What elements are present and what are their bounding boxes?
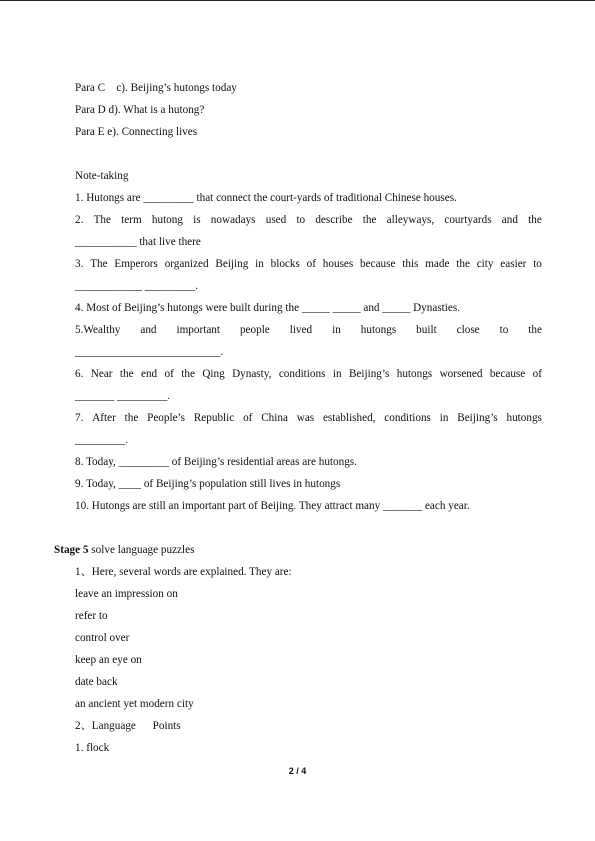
word: the xyxy=(181,368,195,380)
word: The xyxy=(90,258,108,270)
para-d-line: Para D d). What is a hutong? xyxy=(75,104,205,116)
word: 2. xyxy=(75,214,84,226)
phrase-item: an ancient yet modern city xyxy=(75,698,194,710)
word: 6. xyxy=(75,368,84,380)
language-point-1: 1. flock xyxy=(75,742,110,754)
word: blocks xyxy=(270,258,300,270)
word: Qing xyxy=(202,368,225,380)
stage-5-item-2: 2、Language Points xyxy=(75,720,181,732)
word: in xyxy=(332,368,342,380)
note-5-cont: __________________________. xyxy=(75,346,224,358)
word: the xyxy=(456,258,470,270)
note-2 xyxy=(75,213,542,227)
phrase-item: refer to xyxy=(75,610,108,622)
stage-5-item-1: 1、Here, several words are explained. They are: xyxy=(75,566,292,578)
word: is xyxy=(193,214,201,226)
note-10: 10. Hutongs are still an important part of Beijing. They attract many _______ each year. xyxy=(75,500,470,512)
word: the xyxy=(124,412,139,424)
word: lived xyxy=(289,324,313,336)
note-1: 1. Hutongs are _________ that connect the court-yards of traditional Chinese houses. xyxy=(75,192,457,204)
word: made xyxy=(425,258,450,270)
word: conditions xyxy=(278,368,326,380)
word: Dynasty, xyxy=(232,368,272,380)
word: was xyxy=(296,412,315,424)
word: hutong xyxy=(151,214,183,226)
word: hutongs xyxy=(360,324,397,336)
word: Republic xyxy=(193,412,235,424)
word: After xyxy=(92,412,116,424)
word: worsened xyxy=(439,368,483,380)
word: alleyways, xyxy=(386,214,435,226)
para-e-line: Para E e). Connecting lives xyxy=(75,126,198,138)
word: the xyxy=(528,214,542,226)
word: conditions xyxy=(384,412,431,424)
word: because xyxy=(360,258,396,270)
note-4: 4. Most of Beijing’s hutongs were built during the _____ _____ and _____ Dynasties. xyxy=(75,302,461,314)
note-7-cont: _________. xyxy=(75,434,129,446)
word: hutongs xyxy=(506,412,542,424)
word: of xyxy=(532,368,542,380)
note-2-cont: ___________ that live there xyxy=(75,236,201,248)
word: 5.Wealthy xyxy=(75,324,121,336)
word: because xyxy=(489,368,526,380)
word: people xyxy=(239,324,270,336)
word: established, xyxy=(322,412,376,424)
word: and xyxy=(140,324,157,336)
word: built xyxy=(416,324,437,336)
stage-5-title: solve language puzzles xyxy=(88,544,195,556)
word: to xyxy=(499,324,509,336)
note-taking-heading: Note-taking xyxy=(75,170,129,182)
phrase-item: control over xyxy=(75,632,130,644)
word: nowadays xyxy=(210,214,256,226)
word: Beijing’s xyxy=(348,368,390,380)
word: Beijing xyxy=(215,258,249,270)
word: easier xyxy=(500,258,527,270)
word: 7. xyxy=(75,412,84,424)
top-rule xyxy=(0,0,595,1)
word: of xyxy=(243,412,253,424)
word: close xyxy=(456,324,480,336)
phrase-item: keep an eye on xyxy=(75,654,142,666)
word: used xyxy=(265,214,287,226)
word: People’s xyxy=(147,412,186,424)
word: this xyxy=(402,258,419,270)
word: organized xyxy=(164,258,209,270)
word: the xyxy=(362,214,377,226)
stage-5-heading xyxy=(54,543,194,557)
word: in xyxy=(332,324,341,336)
note-5 xyxy=(75,323,542,337)
note-9: 9. Today, ____ of Beijing’s population still lives in hutongs xyxy=(75,478,341,490)
page-number: 2 / 4 xyxy=(288,766,307,776)
word: hutongs xyxy=(396,368,433,380)
word: to xyxy=(533,258,542,270)
word: 3. xyxy=(75,258,84,270)
word: of xyxy=(164,368,174,380)
note-3-cont: ____________ _________. xyxy=(75,280,199,292)
word: courtyards xyxy=(444,214,492,226)
note-6-cont: _______ _________. xyxy=(75,390,171,402)
phrase-item: leave an impression on xyxy=(75,588,178,600)
note-3 xyxy=(75,257,542,271)
word: the xyxy=(528,324,542,336)
phrase-item: date back xyxy=(75,676,118,688)
word: and xyxy=(501,214,518,226)
word: Near xyxy=(90,368,113,380)
word: Emperors xyxy=(114,258,158,270)
word: of xyxy=(306,258,316,270)
note-6 xyxy=(75,367,542,381)
stage-5-label: Stage 5 xyxy=(54,544,89,556)
word: houses xyxy=(322,258,354,270)
word: describe xyxy=(315,214,353,226)
word: to xyxy=(296,214,306,226)
word: in xyxy=(439,412,449,424)
para-c-line: Para C c). Beijing’s hutongs today xyxy=(75,82,237,94)
word: city xyxy=(476,258,494,270)
note-8: 8. Today, _________ of Beijing’s residential areas are hutongs. xyxy=(75,456,357,468)
word: The xyxy=(93,214,111,226)
note-7 xyxy=(75,411,542,425)
word: important xyxy=(176,324,220,336)
word: China xyxy=(261,412,288,424)
word: the xyxy=(119,368,134,380)
word: in xyxy=(255,258,264,270)
word: end xyxy=(140,368,158,380)
word: term xyxy=(121,214,142,226)
word: Beijing’s xyxy=(457,412,498,424)
